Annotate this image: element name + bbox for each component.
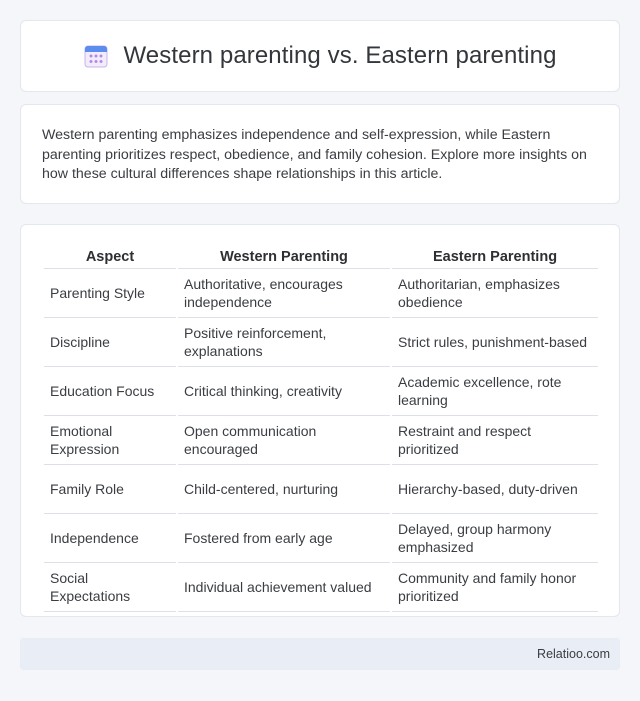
cell-western: Fostered from early age [178, 514, 390, 563]
table-row [44, 563, 598, 612]
cell-eastern: Authoritarian, emphasizes obedience [392, 269, 598, 318]
footer [20, 638, 620, 670]
table-row [44, 367, 598, 416]
cell-western: Authoritative, encourages independence [178, 269, 390, 318]
cell-aspect: Family Role [44, 465, 176, 514]
cell-western: Open communication encouraged [178, 416, 390, 465]
cell-eastern: Restraint and respect prioritized [392, 416, 598, 465]
cell-eastern: Community and family honor prioritized [392, 563, 598, 612]
table-card [20, 224, 620, 617]
cell-aspect: Parenting Style [44, 269, 176, 318]
cell-eastern: Academic excellence, rote learning [392, 367, 598, 416]
table-row [44, 514, 598, 563]
cell-eastern: Delayed, group harmony emphasized [392, 514, 598, 563]
title-card [20, 20, 620, 92]
cell-aspect: Emotional Expression [44, 416, 176, 465]
header-eastern: Eastern Parenting [392, 245, 598, 269]
table-header-row [44, 245, 598, 269]
cell-aspect: Independence [44, 514, 176, 563]
cell-aspect: Discipline [44, 318, 176, 367]
intro-text: Western parenting emphasizes independence and self-expression, while Eastern parenting prioritizes respect, obedience, and family cohesion. Explore more insights on how these cultural differences shape relationships in this article. [42, 127, 587, 182]
comparison-table [42, 245, 600, 612]
cell-eastern: Strict rules, punishment-based [392, 318, 598, 367]
table-row [44, 416, 598, 465]
cell-eastern: Hierarchy-based, duty-driven [392, 465, 598, 514]
cell-aspect: Education Focus [44, 367, 176, 416]
intro-card [20, 104, 620, 204]
cell-western: Critical thinking, creativity [178, 367, 390, 416]
calendar-icon [83, 43, 109, 69]
header-aspect: Aspect [44, 245, 176, 269]
footer-brand-link[interactable]: Relatioo.com [537, 647, 610, 661]
header-western: Western Parenting [178, 245, 390, 269]
cell-western: Individual achievement valued [178, 563, 390, 612]
table-row [44, 269, 598, 318]
table-row [44, 465, 598, 514]
cell-aspect: Social Expectations [44, 563, 176, 612]
table-row [44, 318, 598, 367]
cell-western: Positive reinforcement, explanations [178, 318, 390, 367]
page-title: Western parenting vs. Eastern parenting [123, 42, 557, 69]
cell-western: Child-centered, nurturing [178, 465, 390, 514]
